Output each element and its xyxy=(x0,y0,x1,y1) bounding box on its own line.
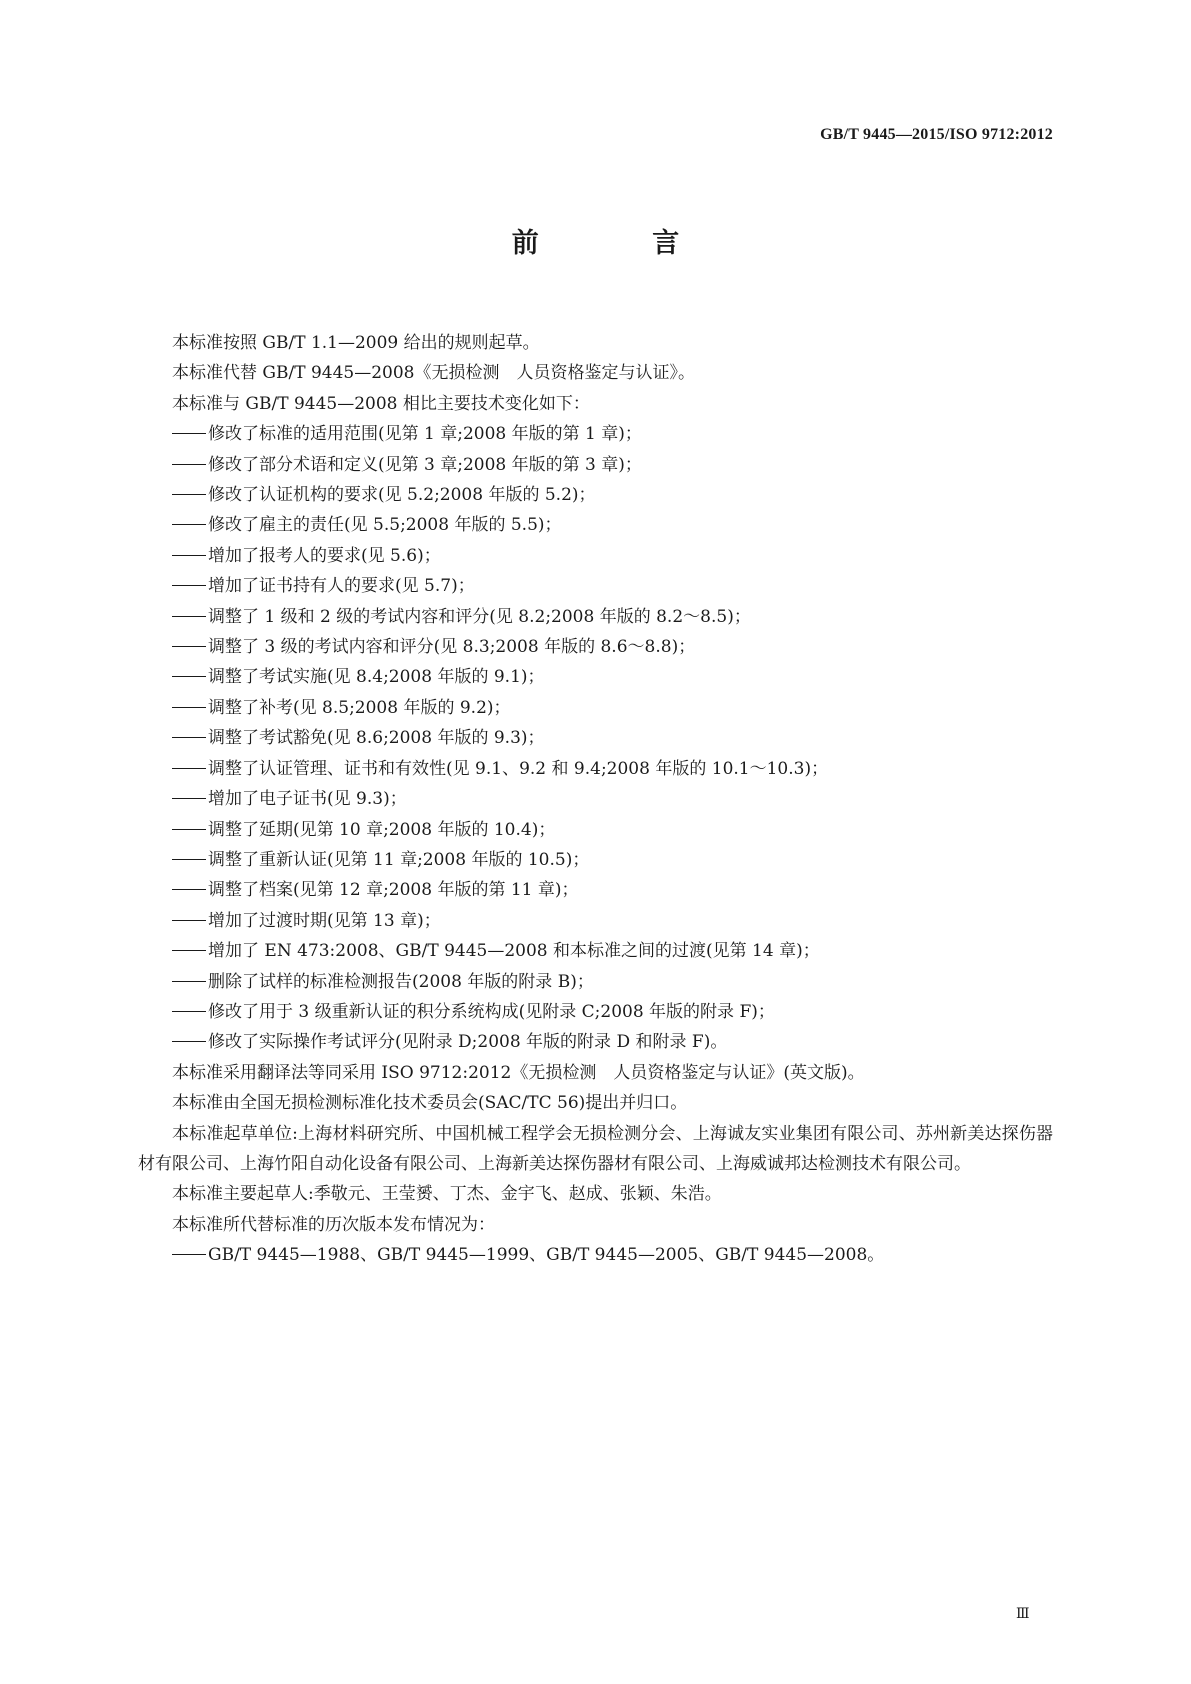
list-item-text: 修改了认证机构的要求(见 5.2;2008 年版的 5.2)； xyxy=(208,485,596,506)
dash-marker xyxy=(172,616,206,617)
dash-marker xyxy=(172,950,206,951)
list-item-text: 增加了证书持有人的要求(见 5.7)； xyxy=(208,576,475,597)
dash-marker xyxy=(172,646,206,647)
proposed-by-paragraph: 本标准由全国无损检测标准化技术委员会(SAC/TC 56)提出并归口。 xyxy=(172,1093,688,1114)
list-item xyxy=(138,510,1053,540)
list-item-text: 修改了实际操作考试评分(见附录 D;2008 年版的附录 D 和附录 F)。 xyxy=(208,1032,728,1053)
list-item-text: 修改了雇主的责任(见 5.5;2008 年版的 5.5)； xyxy=(208,515,562,536)
history-versions-text: GB/T 9445—1988、GB/T 9445—1999、GB/T 9445—2005、GB/T 9445—2008。 xyxy=(208,1245,885,1266)
dash-marker xyxy=(172,494,206,495)
list-item xyxy=(138,632,1053,662)
page-title: 前 言 xyxy=(511,228,732,259)
intro-paragraph: 本标准按照 GB/T 1.1—2009 给出的规则起草。 xyxy=(172,333,540,353)
list-item xyxy=(138,845,1053,875)
list-item xyxy=(138,419,1053,449)
list-item-text: 修改了用于 3 级重新认证的积分系统构成(见附录 C;2008 年版的附录 F)； xyxy=(208,1001,775,1022)
list-item xyxy=(138,875,1053,905)
dash-marker xyxy=(172,859,206,860)
history-list-item xyxy=(138,1240,1053,1270)
dash-marker xyxy=(172,555,206,556)
list-item xyxy=(138,723,1053,753)
intro-paragraph: 本标准代替 GB/T 9445—2008《无损检测 人员资格鉴定与认证》。 xyxy=(172,363,695,384)
dash-marker xyxy=(172,829,206,830)
list-item xyxy=(138,450,1053,480)
list-item xyxy=(138,754,1053,784)
list-item xyxy=(138,967,1053,997)
list-item-text: 调整了延期(见第 10 章;2008 年版的 10.4)； xyxy=(208,819,556,840)
dash-marker xyxy=(172,1011,206,1012)
list-item-text: 调整了考试豁免(见 8.6;2008 年版的 9.3)； xyxy=(208,728,545,749)
drafting-units-paragraph: 本标准起草单位:上海材料研究所、中国机械工程学会无损检测分会、上海诚友实业集团有限公司、苏州新美达探伤器材有限公司、上海竹阳自动化设备有限公司、上海新美达探伤器材有限公司、上海威诚邦达检测技术有限公司。 xyxy=(138,1123,1053,1174)
dash-marker xyxy=(172,1254,206,1255)
drafters-paragraph: 本标准主要起草人:季敬元、王莹赟、丁杰、金宇飞、赵成、张颖、朱浩。 xyxy=(172,1184,722,1205)
list-item xyxy=(138,602,1053,632)
list-item-text: 修改了部分术语和定义(见第 3 章;2008 年版的第 3 章)； xyxy=(208,454,642,475)
dash-marker xyxy=(172,981,206,982)
list-item-text: 删除了试样的标准检测报告(2008 年版的附录 B)； xyxy=(208,971,594,992)
list-item-text: 增加了报考人的要求(见 5.6)； xyxy=(208,545,441,566)
dash-marker xyxy=(172,768,206,769)
list-item-text: 调整了 1 级和 2 级的考试内容和评分(见 8.2;2008 年版的 8.2～8.5)； xyxy=(208,606,751,627)
dash-marker xyxy=(172,585,206,586)
list-item-text: 调整了 3 级的考试内容和评分(见 8.3;2008 年版的 8.6～8.8)； xyxy=(208,637,696,658)
list-item xyxy=(138,815,1053,845)
dash-marker xyxy=(172,737,206,738)
standard-code: GB/T 9445—2015/ISO 9712:2012 xyxy=(820,126,1053,143)
foreword-body xyxy=(138,328,1053,1271)
dash-marker xyxy=(172,1041,206,1042)
list-item-text: 增加了 EN 473:2008、GB/T 9445—2008 和本标准之间的过渡(见第 14 章)； xyxy=(208,941,820,962)
list-item-text: 调整了补考(见 8.5;2008 年版的 9.2)； xyxy=(208,697,511,718)
list-item xyxy=(138,693,1053,723)
page-number: Ⅲ xyxy=(1016,1607,1030,1622)
list-item-text: 调整了认证管理、证书和有效性(见 9.1、9.2 和 9.4;2008 年版的 10.1～10.3)； xyxy=(208,758,829,779)
dash-marker xyxy=(172,707,206,708)
adoption-paragraph: 本标准采用翻译法等同采用 ISO 9712:2012《无损检测 人员资格鉴定与认证》(英文版)。 xyxy=(172,1062,865,1083)
dash-marker xyxy=(172,676,206,677)
list-item xyxy=(138,662,1053,692)
list-item xyxy=(138,906,1053,936)
dash-marker xyxy=(172,524,206,525)
dash-marker xyxy=(172,920,206,921)
list-item-text: 调整了重新认证(见第 11 章;2008 年版的 10.5)； xyxy=(208,849,590,870)
list-item xyxy=(138,784,1053,814)
list-item-text: 修改了标准的适用范围(见第 1 章;2008 年版的第 1 章)； xyxy=(208,424,642,445)
list-item-text: 调整了考试实施(见 8.4;2008 年版的 9.1)； xyxy=(208,667,545,688)
list-item xyxy=(138,936,1053,966)
list-item-text: 调整了档案(见第 12 章;2008 年版的第 11 章)； xyxy=(208,880,579,901)
intro-paragraph: 本标准与 GB/T 9445—2008 相比主要技术变化如下： xyxy=(172,393,590,414)
list-item xyxy=(138,480,1053,510)
dash-marker xyxy=(172,889,206,890)
list-item-text: 增加了电子证书(见 9.3)； xyxy=(208,789,407,810)
list-item xyxy=(138,571,1053,601)
history-intro-paragraph: 本标准所代替标准的历次版本发布情况为： xyxy=(172,1214,495,1235)
dash-marker xyxy=(172,464,206,465)
list-item xyxy=(138,541,1053,571)
dash-marker xyxy=(172,433,206,434)
dash-marker xyxy=(172,798,206,799)
list-item xyxy=(138,997,1053,1027)
list-item-text: 增加了过渡时期(见第 13 章)； xyxy=(208,910,441,931)
list-item xyxy=(138,1027,1053,1057)
